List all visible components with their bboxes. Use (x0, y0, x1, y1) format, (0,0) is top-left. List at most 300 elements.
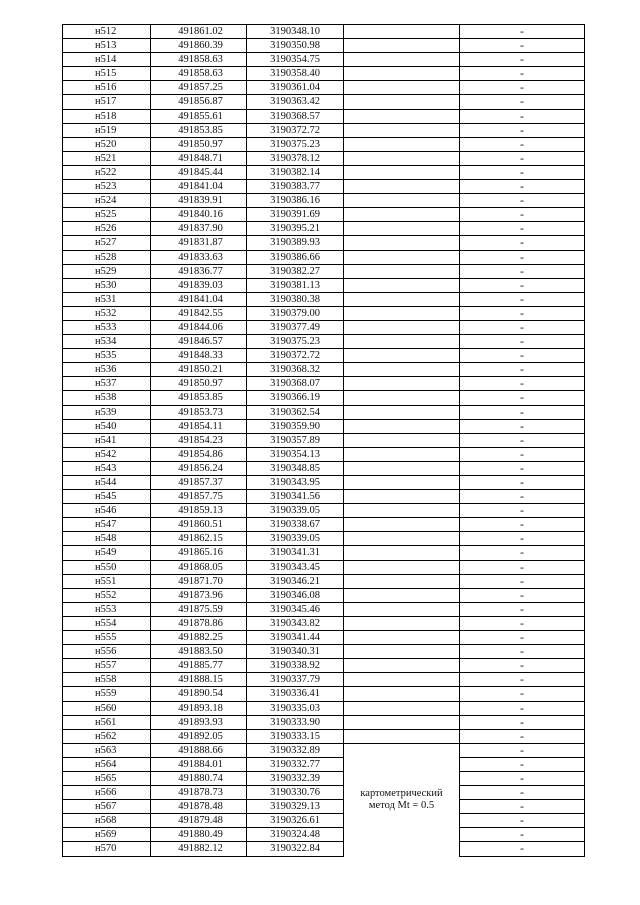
y-coordinate-cell: 3190348.10 (247, 25, 344, 39)
x-coordinate-cell: 491890.54 (151, 687, 247, 701)
method-cell-empty (344, 264, 460, 278)
point-name-cell: н554 (63, 616, 151, 630)
accuracy-cell: - (460, 208, 585, 222)
table-row (63, 532, 585, 546)
point-name-cell: н515 (63, 67, 151, 81)
method-cell-empty (344, 123, 460, 137)
table-row (63, 95, 585, 109)
y-coordinate-cell: 3190348.85 (247, 461, 344, 475)
y-coordinate-cell: 3190343.82 (247, 616, 344, 630)
y-coordinate-cell: 3190337.79 (247, 673, 344, 687)
point-name-cell: н542 (63, 447, 151, 461)
table-row (63, 222, 585, 236)
accuracy-cell: - (460, 800, 585, 814)
accuracy-cell: - (460, 828, 585, 842)
method-cell-empty (344, 165, 460, 179)
y-coordinate-cell: 3190375.23 (247, 137, 344, 151)
y-coordinate-cell: 3190359.90 (247, 419, 344, 433)
method-cell-empty (344, 194, 460, 208)
table-row (63, 419, 585, 433)
point-name-cell: н530 (63, 278, 151, 292)
method-cell-empty (344, 687, 460, 701)
accuracy-cell: - (460, 560, 585, 574)
table-row (63, 828, 585, 842)
accuracy-cell: - (460, 574, 585, 588)
y-coordinate-cell: 3190362.54 (247, 405, 344, 419)
point-name-cell: н550 (63, 560, 151, 574)
method-cell-empty (344, 532, 460, 546)
point-name-cell: н558 (63, 673, 151, 687)
accuracy-cell: - (460, 715, 585, 729)
x-coordinate-cell: 491848.33 (151, 349, 247, 363)
accuracy-cell: - (460, 320, 585, 334)
table-row (63, 151, 585, 165)
point-name-cell: н522 (63, 165, 151, 179)
point-name-cell: н531 (63, 292, 151, 306)
method-cell-empty (344, 504, 460, 518)
accuracy-cell: - (460, 377, 585, 391)
accuracy-cell: - (460, 645, 585, 659)
accuracy-cell: - (460, 729, 585, 743)
x-coordinate-cell: 491860.51 (151, 518, 247, 532)
accuracy-cell: - (460, 194, 585, 208)
table-row (63, 250, 585, 264)
y-coordinate-cell: 3190383.77 (247, 180, 344, 194)
y-coordinate-cell: 3190386.16 (247, 194, 344, 208)
x-coordinate-cell: 491854.86 (151, 447, 247, 461)
point-name-cell: н513 (63, 39, 151, 53)
accuracy-cell: - (460, 532, 585, 546)
accuracy-cell: - (460, 335, 585, 349)
y-coordinate-cell: 3190343.45 (247, 560, 344, 574)
x-coordinate-cell: 491848.71 (151, 151, 247, 165)
accuracy-cell: - (460, 363, 585, 377)
table-row (63, 800, 585, 814)
x-coordinate-cell: 491844.06 (151, 320, 247, 334)
coordinates-table (62, 24, 585, 857)
y-coordinate-cell: 3190372.72 (247, 349, 344, 363)
table-row (63, 377, 585, 391)
method-cell-empty (344, 546, 460, 560)
method-cell-empty (344, 574, 460, 588)
method-cell-empty (344, 391, 460, 405)
x-coordinate-cell: 491862.15 (151, 532, 247, 546)
method-cell-empty (344, 476, 460, 490)
point-name-cell: н532 (63, 306, 151, 320)
y-coordinate-cell: 3190335.03 (247, 701, 344, 715)
table-row (63, 659, 585, 673)
y-coordinate-cell: 3190358.40 (247, 67, 344, 81)
x-coordinate-cell: 491850.21 (151, 363, 247, 377)
point-name-cell: н520 (63, 137, 151, 151)
point-name-cell: н523 (63, 180, 151, 194)
y-coordinate-cell: 3190350.98 (247, 39, 344, 53)
accuracy-cell: - (460, 180, 585, 194)
y-coordinate-cell: 3190330.76 (247, 786, 344, 800)
accuracy-cell: - (460, 616, 585, 630)
accuracy-cell: - (460, 743, 585, 757)
table-row (63, 504, 585, 518)
method-cell-empty (344, 53, 460, 67)
y-coordinate-cell: 3190363.42 (247, 95, 344, 109)
accuracy-cell: - (460, 264, 585, 278)
table-row (63, 405, 585, 419)
y-coordinate-cell: 3190338.67 (247, 518, 344, 532)
table-row (63, 306, 585, 320)
table-row (63, 574, 585, 588)
method-cell-empty (344, 278, 460, 292)
accuracy-cell: - (460, 659, 585, 673)
y-coordinate-cell: 3190391.69 (247, 208, 344, 222)
table-row (63, 616, 585, 630)
x-coordinate-cell: 491854.23 (151, 433, 247, 447)
accuracy-cell: - (460, 109, 585, 123)
y-coordinate-cell: 3190324.48 (247, 828, 344, 842)
point-name-cell: н524 (63, 194, 151, 208)
accuracy-cell: - (460, 278, 585, 292)
y-coordinate-cell: 3190341.56 (247, 490, 344, 504)
x-coordinate-cell: 491878.73 (151, 786, 247, 800)
table-row (63, 771, 585, 785)
method-cell-empty (344, 616, 460, 630)
table-row (63, 560, 585, 574)
x-coordinate-cell: 491853.85 (151, 123, 247, 137)
table-row (63, 518, 585, 532)
table-row (63, 165, 585, 179)
accuracy-cell: - (460, 490, 585, 504)
x-coordinate-cell: 491831.87 (151, 236, 247, 250)
table-row (63, 546, 585, 560)
x-coordinate-cell: 491839.91 (151, 194, 247, 208)
x-coordinate-cell: 491893.93 (151, 715, 247, 729)
accuracy-cell: - (460, 757, 585, 771)
accuracy-cell: - (460, 504, 585, 518)
x-coordinate-cell: 491884.01 (151, 757, 247, 771)
x-coordinate-cell: 491850.97 (151, 377, 247, 391)
table-row (63, 715, 585, 729)
x-coordinate-cell: 491840.16 (151, 208, 247, 222)
coordinates-table-body (63, 25, 585, 857)
x-coordinate-cell: 491865.16 (151, 546, 247, 560)
table-row (63, 264, 585, 278)
point-name-cell: н536 (63, 363, 151, 377)
method-cell-empty (344, 518, 460, 532)
x-coordinate-cell: 491837.90 (151, 222, 247, 236)
method-cell-empty (344, 645, 460, 659)
table-row (63, 292, 585, 306)
point-name-cell: н544 (63, 476, 151, 490)
method-cell-empty (344, 349, 460, 363)
point-name-cell: н559 (63, 687, 151, 701)
y-coordinate-cell: 3190368.32 (247, 363, 344, 377)
y-coordinate-cell: 3190343.95 (247, 476, 344, 490)
y-coordinate-cell: 3190378.12 (247, 151, 344, 165)
accuracy-cell: - (460, 236, 585, 250)
x-coordinate-cell: 491850.97 (151, 137, 247, 151)
x-coordinate-cell: 491882.12 (151, 842, 247, 856)
method-cell-empty (344, 715, 460, 729)
table-row (63, 67, 585, 81)
accuracy-cell: - (460, 433, 585, 447)
table-row (63, 137, 585, 151)
method-cell-empty (344, 137, 460, 151)
x-coordinate-cell: 491856.87 (151, 95, 247, 109)
y-coordinate-cell: 3190382.27 (247, 264, 344, 278)
y-coordinate-cell: 3190322.84 (247, 842, 344, 856)
point-name-cell: н517 (63, 95, 151, 109)
accuracy-cell: - (460, 165, 585, 179)
point-name-cell: н514 (63, 53, 151, 67)
y-coordinate-cell: 3190368.07 (247, 377, 344, 391)
point-name-cell: н552 (63, 588, 151, 602)
method-cell-empty (344, 377, 460, 391)
table-row (63, 363, 585, 377)
x-coordinate-cell: 491883.50 (151, 645, 247, 659)
y-coordinate-cell: 3190341.31 (247, 546, 344, 560)
table-row (63, 588, 585, 602)
table-row (63, 490, 585, 504)
x-coordinate-cell: 491841.04 (151, 180, 247, 194)
y-coordinate-cell: 3190339.05 (247, 504, 344, 518)
table-row (63, 743, 585, 757)
point-name-cell: н569 (63, 828, 151, 842)
method-cell-empty (344, 602, 460, 616)
method-cell-empty (344, 729, 460, 743)
method-cell-empty (344, 673, 460, 687)
table-row (63, 729, 585, 743)
table-row (63, 673, 585, 687)
point-name-cell: н526 (63, 222, 151, 236)
accuracy-cell: - (460, 123, 585, 137)
y-coordinate-cell: 3190346.21 (247, 574, 344, 588)
point-name-cell: н535 (63, 349, 151, 363)
y-coordinate-cell: 3190329.13 (247, 800, 344, 814)
method-cell-empty (344, 335, 460, 349)
x-coordinate-cell: 491853.73 (151, 405, 247, 419)
method-cell-empty (344, 306, 460, 320)
accuracy-cell: - (460, 81, 585, 95)
y-coordinate-cell: 3190339.05 (247, 532, 344, 546)
point-name-cell: н512 (63, 25, 151, 39)
method-cell-empty (344, 659, 460, 673)
y-coordinate-cell: 3190336.41 (247, 687, 344, 701)
point-name-cell: н533 (63, 320, 151, 334)
y-coordinate-cell: 3190338.92 (247, 659, 344, 673)
point-name-cell: н528 (63, 250, 151, 264)
accuracy-cell: - (460, 518, 585, 532)
y-coordinate-cell: 3190332.89 (247, 743, 344, 757)
table-row (63, 447, 585, 461)
y-coordinate-cell: 3190345.46 (247, 602, 344, 616)
x-coordinate-cell: 491858.63 (151, 53, 247, 67)
accuracy-cell: - (460, 546, 585, 560)
accuracy-cell: - (460, 419, 585, 433)
table-row (63, 645, 585, 659)
method-cell-empty (344, 81, 460, 95)
method-cell-empty (344, 292, 460, 306)
table-row (63, 631, 585, 645)
x-coordinate-cell: 491873.96 (151, 588, 247, 602)
point-name-cell: н545 (63, 490, 151, 504)
point-name-cell: н537 (63, 377, 151, 391)
method-cell-empty (344, 222, 460, 236)
x-coordinate-cell: 491888.15 (151, 673, 247, 687)
table-row (63, 236, 585, 250)
table-row (63, 757, 585, 771)
table-row (63, 81, 585, 95)
table-row (63, 208, 585, 222)
point-name-cell: н562 (63, 729, 151, 743)
y-coordinate-cell: 3190379.00 (247, 306, 344, 320)
x-coordinate-cell: 491878.86 (151, 616, 247, 630)
method-cell-empty (344, 39, 460, 53)
table-row (63, 786, 585, 800)
table-row (63, 433, 585, 447)
x-coordinate-cell: 491854.11 (151, 419, 247, 433)
y-coordinate-cell: 3190368.57 (247, 109, 344, 123)
x-coordinate-cell: 491856.24 (151, 461, 247, 475)
y-coordinate-cell: 3190386.66 (247, 250, 344, 264)
point-name-cell: н543 (63, 461, 151, 475)
x-coordinate-cell: 491859.13 (151, 504, 247, 518)
method-cell-empty (344, 363, 460, 377)
method-cell-empty (344, 236, 460, 250)
method-label-line1: картометрический (360, 787, 443, 799)
table-row (63, 180, 585, 194)
x-coordinate-cell: 491845.44 (151, 165, 247, 179)
accuracy-cell: - (460, 137, 585, 151)
x-coordinate-cell: 491857.75 (151, 490, 247, 504)
x-coordinate-cell: 491878.48 (151, 800, 247, 814)
accuracy-cell: - (460, 25, 585, 39)
x-coordinate-cell: 491857.25 (151, 81, 247, 95)
x-coordinate-cell: 491885.77 (151, 659, 247, 673)
point-name-cell: н539 (63, 405, 151, 419)
method-cell-empty (344, 405, 460, 419)
accuracy-cell: - (460, 391, 585, 405)
point-name-cell: н556 (63, 645, 151, 659)
method-cell-empty (344, 631, 460, 645)
y-coordinate-cell: 3190346.08 (247, 588, 344, 602)
y-coordinate-cell: 3190333.15 (247, 729, 344, 743)
point-name-cell: н566 (63, 786, 151, 800)
accuracy-cell: - (460, 786, 585, 800)
y-coordinate-cell: 3190354.75 (247, 53, 344, 67)
table-row (63, 391, 585, 405)
table-row (63, 320, 585, 334)
accuracy-cell: - (460, 67, 585, 81)
table-row (63, 814, 585, 828)
table-row (63, 842, 585, 856)
x-coordinate-cell: 491860.39 (151, 39, 247, 53)
y-coordinate-cell: 3190372.72 (247, 123, 344, 137)
x-coordinate-cell: 491893.18 (151, 701, 247, 715)
accuracy-cell: - (460, 306, 585, 320)
point-name-cell: н538 (63, 391, 151, 405)
table-row (63, 39, 585, 53)
table-row (63, 109, 585, 123)
x-coordinate-cell: 491879.48 (151, 814, 247, 828)
y-coordinate-cell: 3190332.39 (247, 771, 344, 785)
method-cell-empty (344, 208, 460, 222)
method-cell-empty (344, 320, 460, 334)
table-row (63, 194, 585, 208)
y-coordinate-cell: 3190354.13 (247, 447, 344, 461)
accuracy-cell: - (460, 151, 585, 165)
x-coordinate-cell: 491857.37 (151, 476, 247, 490)
table-row (63, 53, 585, 67)
point-name-cell: н547 (63, 518, 151, 532)
x-coordinate-cell: 491861.02 (151, 25, 247, 39)
x-coordinate-cell: 491833.63 (151, 250, 247, 264)
x-coordinate-cell: 491868.05 (151, 560, 247, 574)
method-cell-empty (344, 151, 460, 165)
point-name-cell: н553 (63, 602, 151, 616)
method-cell-empty (344, 560, 460, 574)
table-row (63, 461, 585, 475)
point-name-cell: н521 (63, 151, 151, 165)
x-coordinate-cell: 491880.49 (151, 828, 247, 842)
accuracy-cell: - (460, 602, 585, 616)
y-coordinate-cell: 3190332.77 (247, 757, 344, 771)
x-coordinate-cell: 491871.70 (151, 574, 247, 588)
point-name-cell: н564 (63, 757, 151, 771)
accuracy-cell: - (460, 349, 585, 363)
y-coordinate-cell: 3190341.44 (247, 631, 344, 645)
accuracy-cell: - (460, 53, 585, 67)
accuracy-cell: - (460, 447, 585, 461)
y-coordinate-cell: 3190389.93 (247, 236, 344, 250)
method-cell-empty (344, 461, 460, 475)
y-coordinate-cell: 3190382.14 (247, 165, 344, 179)
point-name-cell: н541 (63, 433, 151, 447)
table-row (63, 476, 585, 490)
accuracy-cell: - (460, 222, 585, 236)
table-row (63, 701, 585, 715)
point-name-cell: н568 (63, 814, 151, 828)
x-coordinate-cell: 491892.05 (151, 729, 247, 743)
x-coordinate-cell: 491855.61 (151, 109, 247, 123)
y-coordinate-cell: 3190395.21 (247, 222, 344, 236)
method-cell-empty (344, 109, 460, 123)
method-cell-empty (344, 180, 460, 194)
accuracy-cell: - (460, 250, 585, 264)
accuracy-cell: - (460, 39, 585, 53)
accuracy-cell: - (460, 292, 585, 306)
method-cell (344, 743, 460, 856)
accuracy-cell: - (460, 814, 585, 828)
point-name-cell: н563 (63, 743, 151, 757)
point-name-cell: н516 (63, 81, 151, 95)
x-coordinate-cell: 491888.66 (151, 743, 247, 757)
accuracy-cell: - (460, 405, 585, 419)
x-coordinate-cell: 491875.59 (151, 602, 247, 616)
table-row (63, 687, 585, 701)
method-cell-empty (344, 701, 460, 715)
method-cell-empty (344, 419, 460, 433)
table-row (63, 335, 585, 349)
accuracy-cell: - (460, 673, 585, 687)
point-name-cell: н549 (63, 546, 151, 560)
x-coordinate-cell: 491858.63 (151, 67, 247, 81)
point-name-cell: н534 (63, 335, 151, 349)
method-cell-empty (344, 67, 460, 81)
point-name-cell: н529 (63, 264, 151, 278)
x-coordinate-cell: 491839.03 (151, 278, 247, 292)
point-name-cell: н551 (63, 574, 151, 588)
method-cell-empty (344, 588, 460, 602)
y-coordinate-cell: 3190377.49 (247, 320, 344, 334)
